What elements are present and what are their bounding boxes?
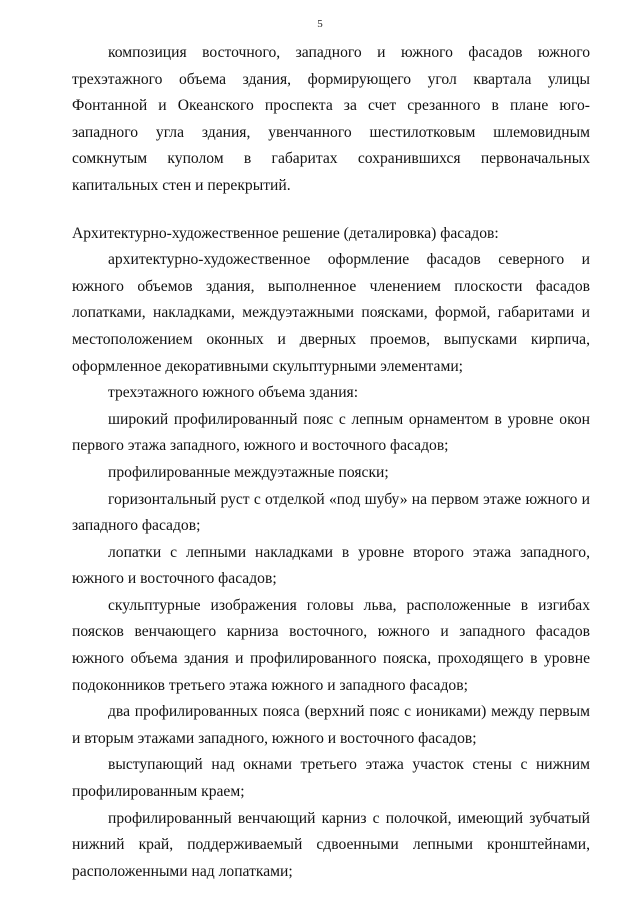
list-item-wall-section: выступающий над окнами третьего этажа участок стены с нижним профилированным краем; (72, 756, 590, 801)
paragraph-south-volume: трехэтажного южного объема здания: (108, 384, 359, 402)
list-item-interfloor-belts: профилированные междуэтажные пояски; (108, 463, 389, 481)
list-item-wide-belt: широкий профилированный пояс с лепным орнаментом в уровне окон первого этажа западного, южного и восточного фасадов; (72, 410, 590, 455)
section-heading-facade-detailing: Архитектурно-художественное решение (деталировка) фасадов: (72, 224, 499, 242)
paragraph-gap (72, 200, 590, 221)
list-item-rustication: горизонтальный руст с отделкой «под шубу» на первом этаже южного и западного фасадов; (72, 490, 590, 535)
list-item-lion-heads: скульптурные изображения головы льва, расположенные в изгибах поясков венчающего карниза восточного, южного и западного фасадов южного объема здания и профилированного пояска, проходящего в уровне подоконников третьего этажа южного и западного фасадов; (72, 596, 590, 694)
paragraph-facade-composition: композиция восточного, западного и южного фасадов южного трехэтажного объема здания, формирующего угол квартала улицы Фонтанной и Океанского проспекта за счет срезанного в плане юго-западного угла здания, увенчанного шестилотковым шлемовидным сомкнутым куполом в габаритах сохранившихся первоначальных капитальных стен и перекрытий. (72, 44, 590, 194)
paragraph-facade-decoration: архитектурно-художественное оформление фасадов северного и южного объемов здания, выполненное членением плоскости фасадов лопатками, накладками, междуэтажными поясками, формой, габаритами и местоположением оконных и дверных проемов, выпусками кирпича, оформленное декоративными скульптурными элементами; (72, 251, 590, 375)
list-item-cornice: профилированный венчающий карниз с полочкой, имеющий зубчатый нижний край, поддерживаемый сдвоенными лепными кронштейнами, расположенными над лопатками; (72, 809, 590, 880)
page-number: 5 (317, 18, 323, 30)
document-body (72, 40, 590, 885)
list-item-two-belts: два профилированных пояса (верхний пояс с иониками) между первым и вторым этажами западного, южного и восточного фасадов; (72, 703, 590, 747)
list-item-pilasters: лопатки с лепными накладками в уровне второго этажа западного, южного и восточного фасадов; (72, 543, 590, 588)
